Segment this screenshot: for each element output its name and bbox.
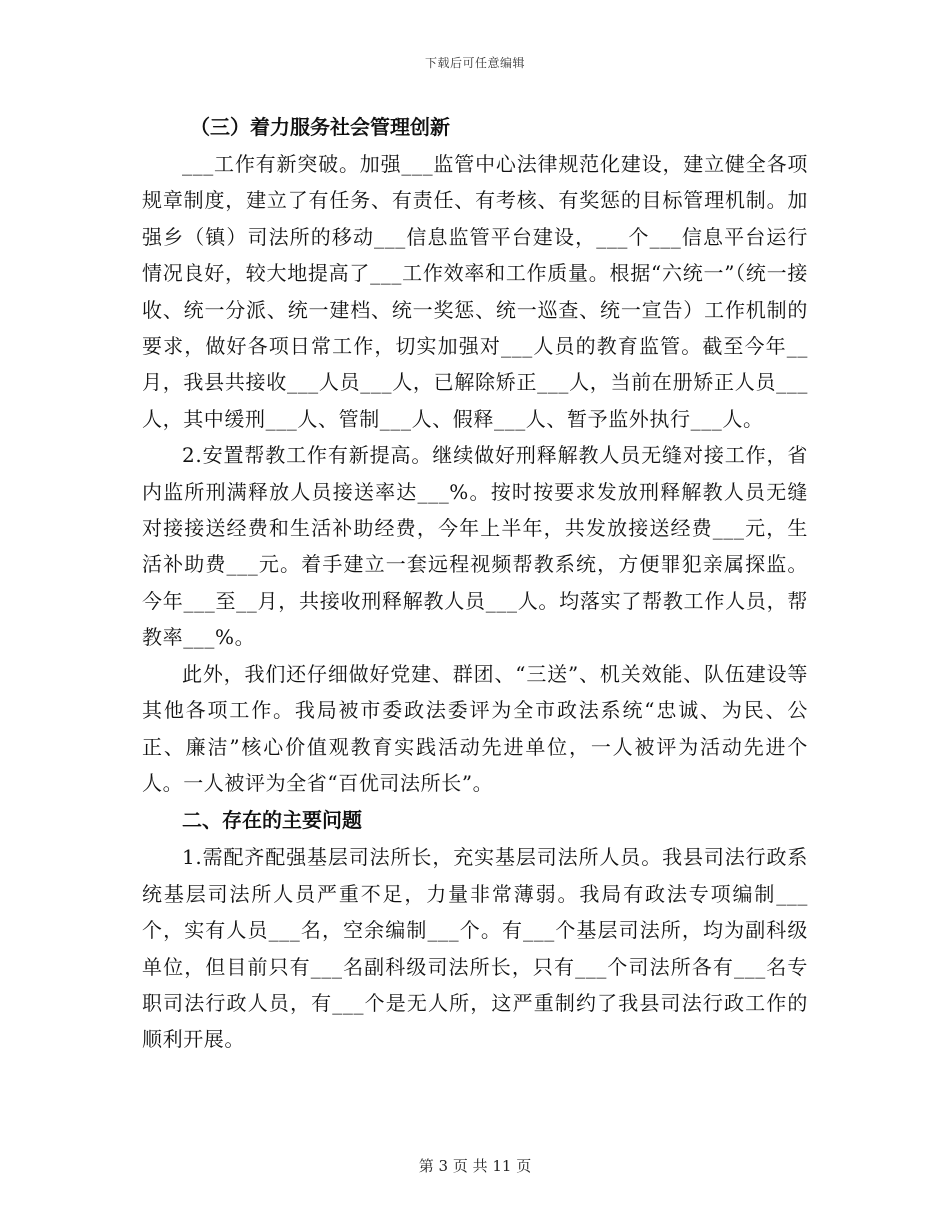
section-heading-main-problems: 二、存在的主要问题 [182, 808, 362, 833]
paragraph-staffing-problem: 1.需配齐配强基层司法所长，充实基层司法所人员。我县司法行政系统基层司法所人员严重不足，力量非常薄弱。我局有政法专项编制___个，实有人员___名，空余编制___个。有___个基层司法所，均为副科级单位，但目前只有___名副科级司法所长，只有___个司法所各有___名专职司法行政人员，有___个是无人所，这严重制约了我县司法行政工作的顺利开展。 [142, 845, 808, 1052]
page-header: 下载后可任意编辑 [424, 56, 525, 70]
document-body [142, 108, 808, 1058]
paragraph-other-work: 此外，我们还仔细做好党建、群团、“三送”、机关效能、队伍建设等其他各项工作。我局被市委政法委评为全市政法系统“忠诚、为民、公正、廉洁”核心价值观教育实践活动先进单位，一人被评为活动先进个人。一人被评为全省“百优司法所长”。 [142, 661, 808, 795]
page-number: 第 3 页 共 11 页 [418, 1157, 532, 1175]
paragraph-community-correction: ___工作有新突破。加强___监管中心法律规范化建设，建立健全各项规章制度，建立了有任务、有责任、有考核、有奖惩的目标管理机制。加强乡（镇）司法所的移动___信息监管平台建设，___个___信息平台运行情况良好，较大地提高了___工作效率和工作质量。根据“六统一”（统一接收、统一分派、统一建档、统一奖惩、统一巡查、统一宣告）工作机制的要求，做好各项日常工作，切实加强对___人员的教育监管。截至今年__月，我县共接收___人员___人，已解除矫正___人，当前在册矫正人员___人，其中缓刑___人、管制___人、假释___人、暂予监外执行___人。 [142, 152, 808, 431]
paragraph-resettlement: 2.安置帮教工作有新提高。继续做好刑释解教人员无缝对接工作，省内监所刑满释放人员接送率达___%。按时按要求发放刑释解教人员无缝对接接送经费和生活补助经费，今年上半年，共发放接送经费___元，生活补助费___元。着手建立一套远程视频帮教系统，方便罪犯亲属探监。今年___至__月，共接收刑释解教人员___人。均落实了帮教工作人员，帮教率___%。 [142, 443, 808, 650]
section-heading-service-innovation: （三）着力服务社会管理创新 [190, 115, 450, 139]
